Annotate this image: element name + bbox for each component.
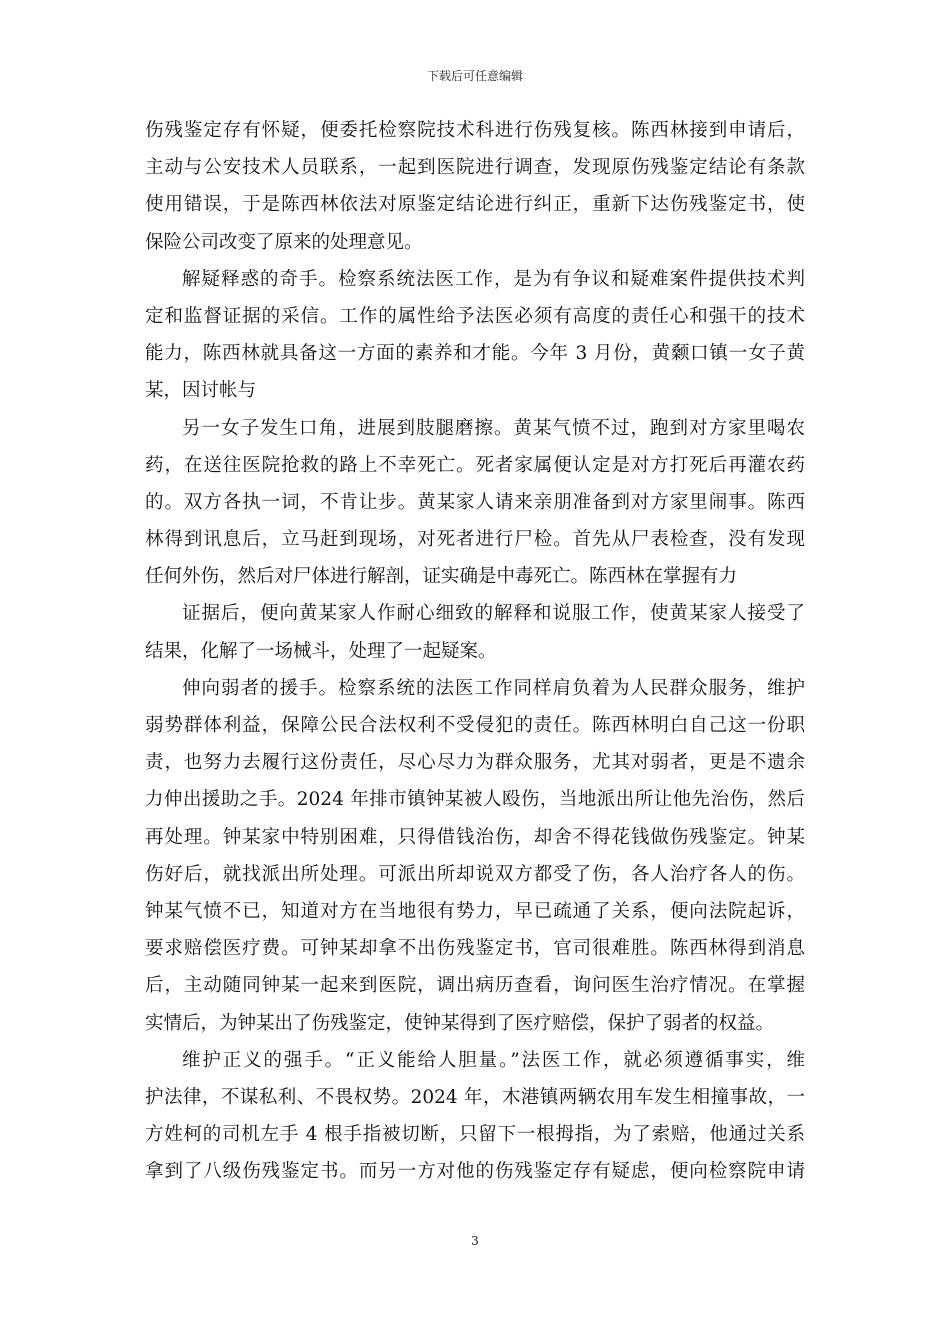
text-line: 结果，化解了一场械斗，处理了一起疑案。 bbox=[145, 640, 497, 662]
text-line: 伤好后，就找派出所处理。可派出所却说双方都受了伤，各人治疗各人的伤。 bbox=[145, 863, 805, 885]
text-line: 伤残鉴定存有怀疑，便委托检察院技术科进行伤残复核。陈西林接到申请后， bbox=[145, 120, 805, 141]
page-header: 下载后可任意编辑 bbox=[426, 69, 523, 83]
text-line: 后，主动随同钟某一起来到医院，调出病历查看，询问医生治疗情况。在掌握 bbox=[145, 975, 805, 997]
text-line: 弱势群体利益，保障公民合法权利不受侵犯的责任。陈西林明白自己这一份职 bbox=[145, 715, 805, 736]
paragraph bbox=[145, 410, 805, 596]
text-line: 力伸出援助之手。2024 年排市镇钟某被人殴伤，当地派出所让他先治伤，然后 bbox=[145, 789, 805, 811]
paragraph bbox=[145, 112, 805, 261]
text-line: 方姓柯的司机左手 4 根手指被切断，只留下一根拇指，为了索赔，他通过关系 bbox=[145, 1124, 805, 1146]
text-line: 主动与公安技术人员联系，一起到医院进行调查，发现原伤残鉴定结论有条款 bbox=[145, 157, 805, 179]
text-line: 护法律，不谋私利、不畏权势。2024 年，木港镇两辆农用车发生相撞事故，一 bbox=[145, 1086, 805, 1108]
text-line: 药，在送往医院抢救的路上不幸死亡。死者家属便认定是对方打死后再灌农药 bbox=[145, 454, 805, 476]
text-line: 再处理。钟某家中特别困难，只得借钱治伤，却舍不得花钱做伤残鉴定。钟某 bbox=[145, 826, 805, 848]
paragraph bbox=[145, 670, 805, 1042]
text-line: 实情后，为钟某出了伤残鉴定，使钟某得到了医疗赔偿，保护了弱者的权益。 bbox=[145, 1012, 775, 1034]
paragraph bbox=[145, 595, 805, 669]
text-line: 另一女子发生口角，进展到肢腿磨擦。黄某气愤不过，跑到对方家里喝农 bbox=[182, 417, 805, 439]
paragraph bbox=[145, 1042, 805, 1191]
text-line: 保险公司改变了原来的处理意见。 bbox=[145, 231, 423, 253]
document-body bbox=[145, 112, 805, 1190]
text-line: 要求赔偿医疗费。可钟某却拿不出伤残鉴定书，官司很难胜。陈西林得到消息 bbox=[145, 938, 805, 960]
text-line: 能力，陈西林就具备这一方面的素养和才能。今年 3 月份，黄颡口镇一女子黄 bbox=[145, 343, 805, 365]
text-line: 任何外伤，然后对尸体进行解剖，证实确是中毒死亡。陈西林在掌握有力 bbox=[145, 566, 738, 588]
paragraph bbox=[145, 261, 805, 410]
page-number: 3 bbox=[471, 1234, 479, 1248]
text-line: 使用错误，于是陈西林依法对原鉴定结论进行纠正，重新下达伤残鉴定书，使 bbox=[145, 194, 805, 216]
text-line: 伸向弱者的援手。检察系统的法医工作同样肩负着为人民群众服务，维护 bbox=[182, 677, 805, 699]
text-line: 定和监督证据的采信。工作的属性给予法医必须有高度的责任心和强干的技术 bbox=[145, 305, 805, 327]
text-line: 的。双方各执一词，不肯让步。黄某家人请来亲朋准备到对方家里闹事。陈西 bbox=[145, 491, 805, 513]
text-line: 证据后，便向黄某家人作耐心细致的解释和说服工作，使黄某家人接受了 bbox=[182, 603, 805, 625]
text-line: 拿到了八级伤残鉴定书。而另一方对他的伤残鉴定存有疑虑，便向检察院申请 bbox=[145, 1161, 805, 1183]
text-line: 林得到讯息后，立马赶到现场，对死者进行尸检。首先从尸表检查，没有发现 bbox=[145, 529, 805, 551]
text-line: 维护正义的强手。“正义能给人胆量。”法医工作，就必须遵循事实，维 bbox=[182, 1049, 805, 1071]
text-line: 解疑释惑的奇手。检察系统法医工作，是为有争议和疑难案件提供技术判 bbox=[182, 268, 805, 290]
text-line: 钟某气愤不已，知道对方在当地很有势力，早已疏通了关系，便向法院起诉， bbox=[145, 900, 805, 922]
text-line: 责，也努力去履行这份责任，尽心尽力为群众服务，尤其对弱者，更是不遗余 bbox=[145, 752, 805, 774]
text-line: 某，因讨帐与 bbox=[145, 380, 257, 402]
